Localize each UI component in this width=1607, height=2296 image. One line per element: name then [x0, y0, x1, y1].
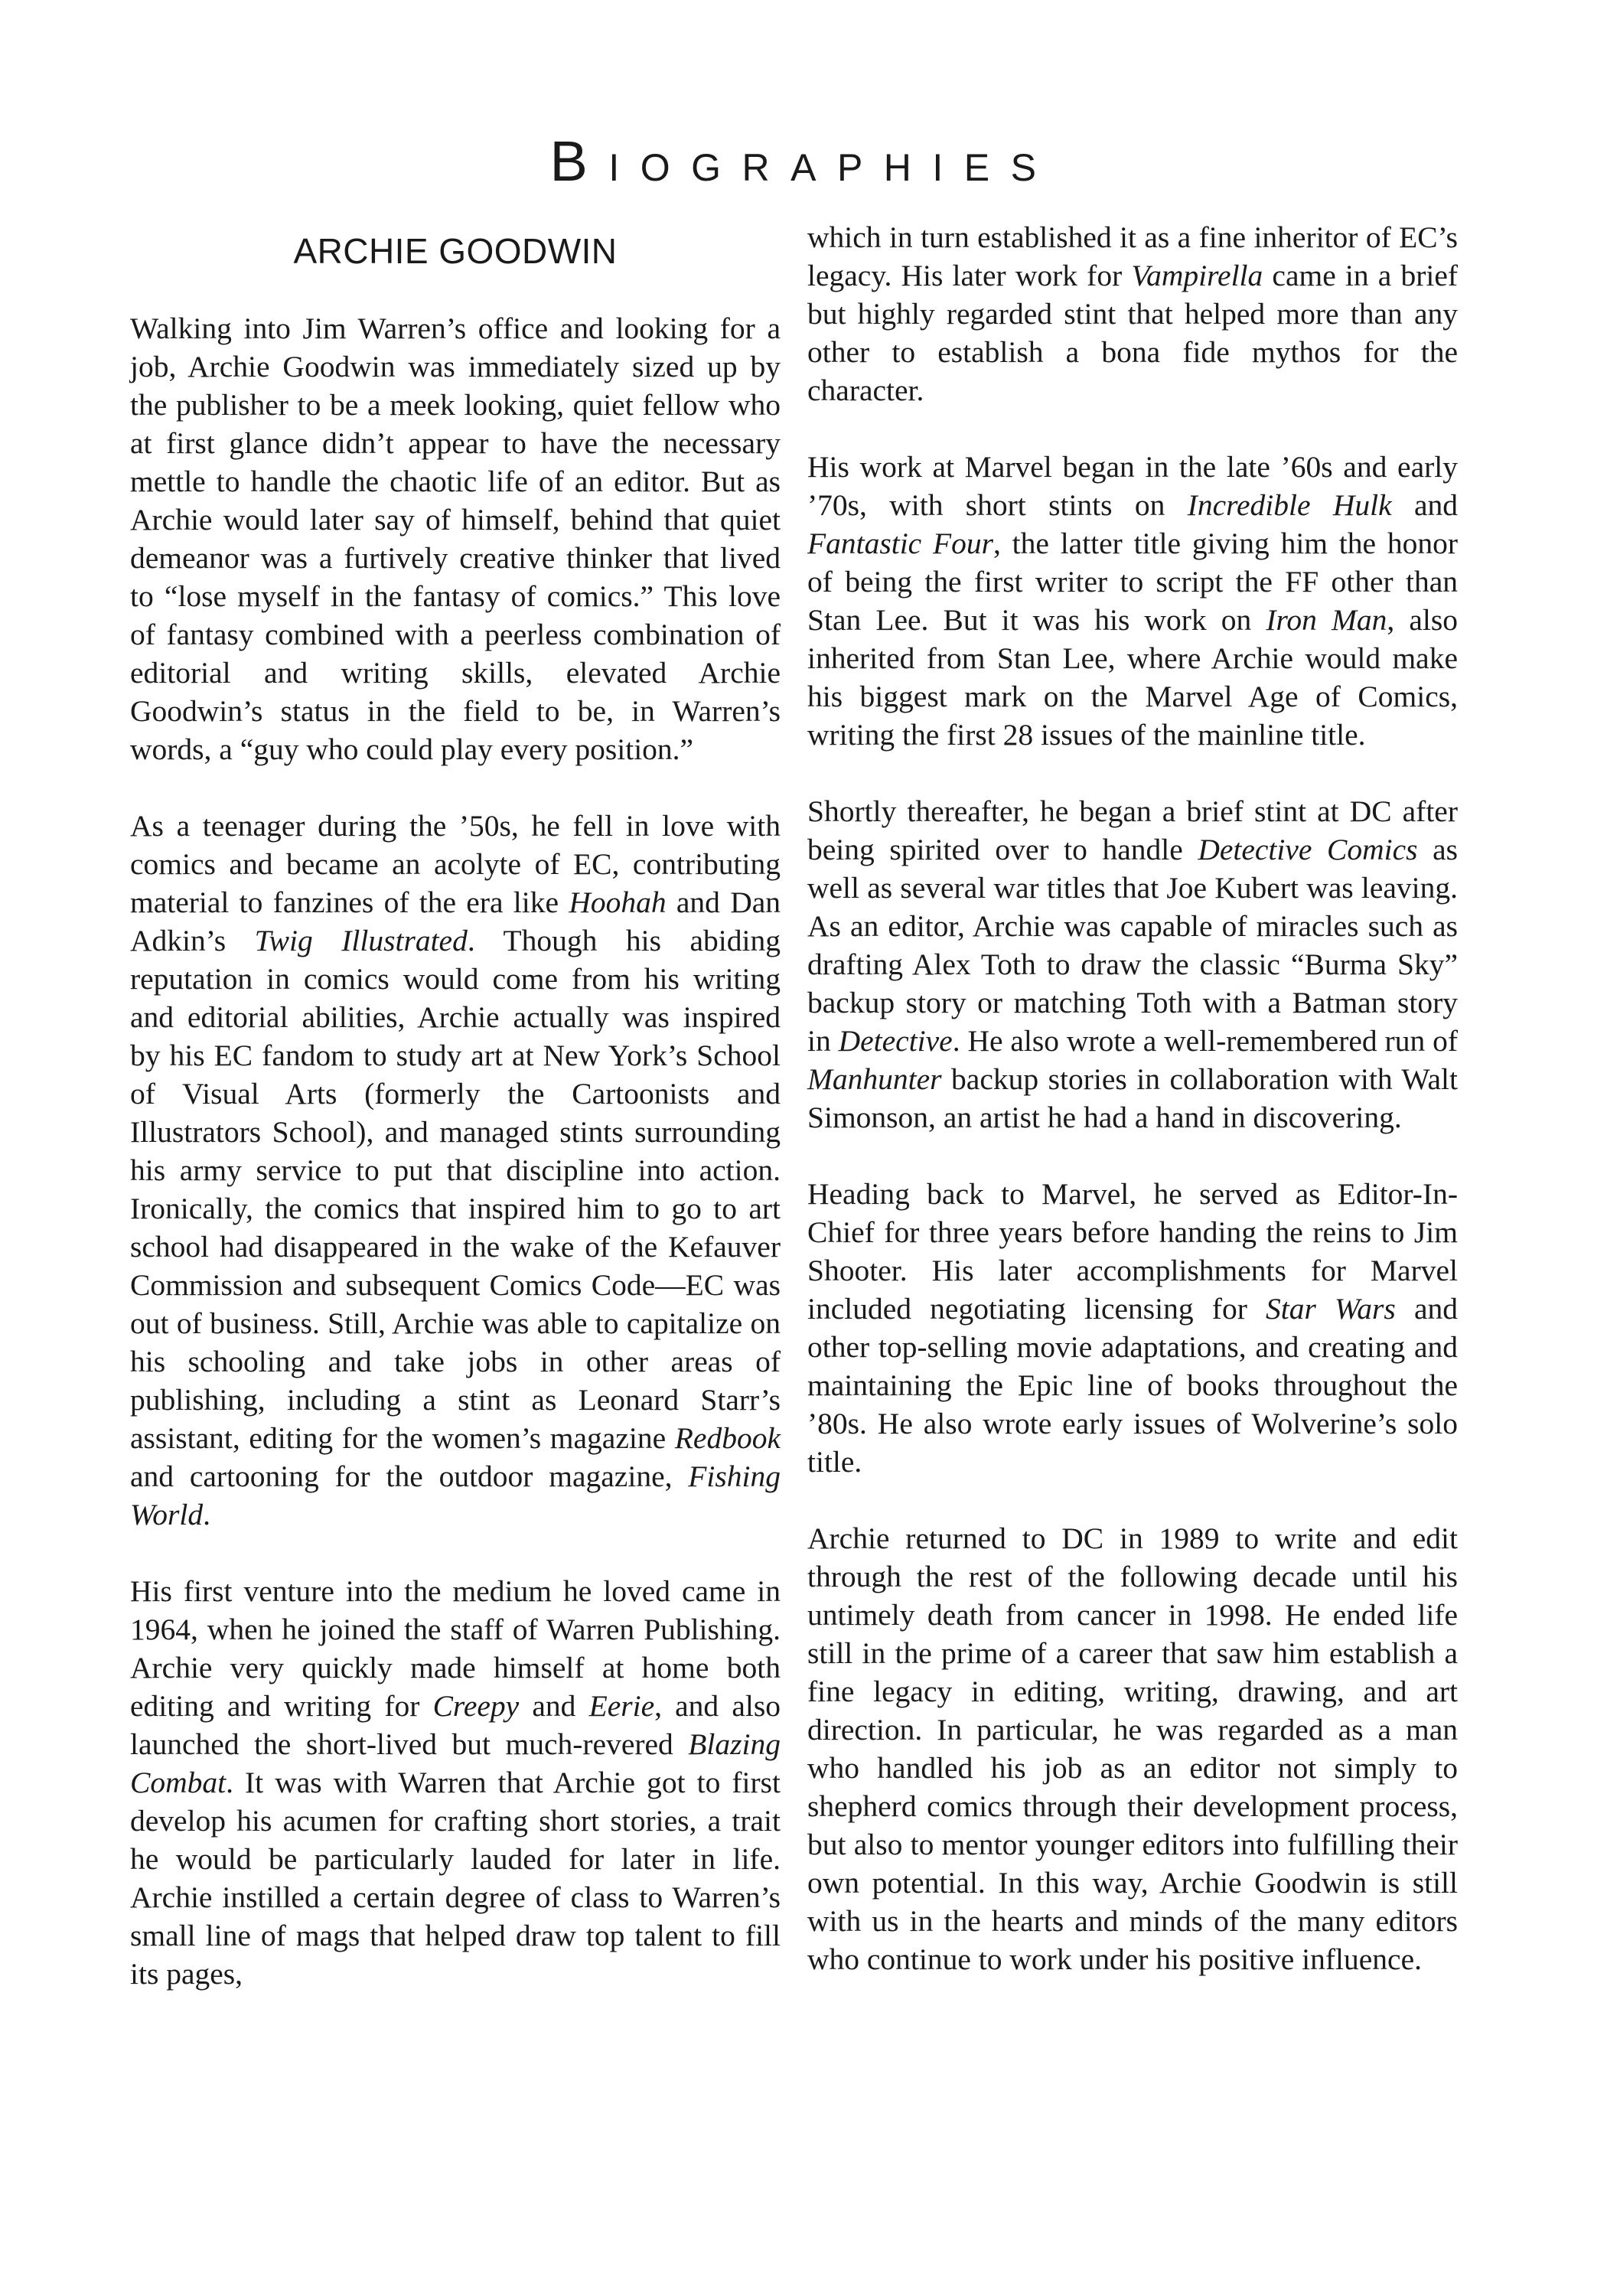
italic-title: Detective Comics [1198, 833, 1418, 866]
text-run: which in turn established it as a fine inheritor of EC’s legacy. His later work for [807, 220, 1458, 292]
body-paragraph [807, 448, 1458, 754]
italic-title: Star Wars [1266, 1292, 1396, 1326]
body-paragraph [807, 1519, 1458, 1978]
right-column-paragraphs [807, 218, 1458, 1978]
text-run: as well as several war titles that Joe Kubert was leaving. As an editor, Archie was capable of miracles such as drafting Alex Toth to draw the classic “Burma Sky” backup story or matching Toth with a Batman story in [807, 833, 1458, 1058]
text-run: backup stories in collaboration with Walt Simonson, an artist he had a hand in discovering. [807, 1062, 1458, 1134]
body-paragraph [807, 792, 1458, 1137]
text-run: . [203, 1498, 210, 1531]
text-run: Walking into Jim Warren’s office and looking for a job, Archie Goodwin was immediately sized up by the publisher to be a meek looking, quiet fellow who at first glance didn’t appear to have the necessary mettle to handle the chaotic life of an editor. But as Archie would later say of himself, behind that quiet demeanor was a furtively creative thinker that lived to “lose myself in the fantasy of comics.” This love of fantasy combined with a peerless combination of editorial and writing skills, elevated Archie Goodwin’s status in the field to be, in Warren’s words, a “guy who could play every position.” [130, 311, 781, 766]
page-title [0, 129, 1607, 193]
text-run: came in a brief but highly regarded stint that helped more than any other to establish a bona fide mythos for the character. [807, 259, 1459, 407]
text-run: . He also wrote a well-remembered run of [952, 1024, 1458, 1058]
body-paragraph [130, 309, 781, 768]
text-run: , the latter title giving him the honor of being the first writer to script the FF other than Stan Lee. But it was his work on [807, 527, 1458, 637]
italic-title: Creepy [432, 1689, 520, 1723]
text-run: Archie returned to DC in 1989 to write and edit through the rest of the following decade until his untimely death from cancer in 1998. He ended life still in the prime of a career that saw him establish a fine legacy in editing, writing, drawing, and art direction. In particular, he was regarded as a man who handled his job as an editor not simply to shepherd comics through their development process, but also to mentor younger editors into fulfilling their own potential. In this way, Archie Goodwin is still with us in the hearts and minds of the many editors who continue to work under his positive influence. [807, 1521, 1458, 1976]
italic-title: Incredible Hulk [1187, 488, 1392, 522]
italic-title: Redbook [674, 1421, 781, 1455]
italic-title: Fishing World [130, 1459, 781, 1531]
italic-title: Detective [838, 1024, 953, 1058]
italic-title: Manhunter [807, 1062, 942, 1096]
italic-title: Fantastic Four [807, 527, 993, 560]
italic-title: Vampirella [1131, 259, 1263, 292]
text-run: Heading back to Marvel, he served as Editor-In-Chief for three years before handing the reins to Jim Shooter. His later accomplishments for Marvel included negotiating licensing for [807, 1177, 1458, 1326]
page-title-rest: IOGRAPHIES [608, 145, 1058, 189]
text-run: His first venture into the medium he loved came in 1964, when he joined the staff of Warren Publishing. Archie very quickly made himself at home both editing and writing for [130, 1574, 781, 1723]
text-run: . Though his abiding reputation in comics would come from his writing and editorial abilities, Archie actually was inspired by his EC fandom to study art at New York’s School of Visual Arts (formerly the Cartoonists and Illustrators School), and managed stints surrounding his army service to put that discipline into action. Ironically, the comics that inspired him to go to art school had disappeared in the wake of the Kefauver Commission and subsequent Comics Code—EC was out of business. Still, Archie was able to capitalize on his schooling and take jobs in other areas of publishing, including a stint as Leonard Starr’s assistant, editing for the women’s magazine [130, 924, 781, 1455]
italic-title: Hoohah [569, 885, 667, 919]
text-run: As a teenager during the ’50s, he fell in love with comics and became an acolyte of EC, contributing material to fanzines of the era like [130, 809, 781, 919]
text-run: , also inherited from Stan Lee, where Archie would make his biggest mark on the Marvel Age of Comics, writing the first 28 issues of the mainline title. [807, 603, 1458, 752]
right-column [807, 218, 1458, 1978]
text-run: , and also launched the short-lived but much-revered [130, 1689, 781, 1761]
text-run: and [519, 1689, 589, 1723]
text-run: Shortly thereafter, he began a brief stint at DC after being spirited over to handle [807, 794, 1458, 866]
page-title-initial: B [549, 129, 609, 193]
text-run: and [1391, 488, 1458, 522]
section-heading: ARCHIE GOODWIN [293, 231, 618, 271]
body-paragraph [807, 218, 1458, 409]
left-column [130, 220, 781, 1993]
body-paragraph [130, 807, 781, 1534]
text-run: and other top-selling movie adaptations, and creating and maintaining the Epic line of books throughout the ’80s. He also wrote early issues of Wolverine’s solo title. [807, 1292, 1458, 1479]
text-run: and Dan Adkin’s [130, 885, 781, 957]
body-paragraph [807, 1175, 1458, 1481]
italic-title: Blazing Combat [130, 1727, 781, 1799]
italic-title: Eerie [588, 1689, 655, 1723]
text-run: and cartooning for the outdoor magazine, [130, 1459, 689, 1493]
text-run: His work at Marvel began in the late ’60s and early ’70s, with short stints on [807, 450, 1458, 522]
italic-title: Twig Illustrated [254, 924, 468, 957]
left-column-paragraphs [130, 309, 781, 1993]
italic-title: Iron Man [1266, 603, 1387, 637]
body-paragraph [130, 1572, 781, 1993]
text-run: . It was with Warren that Archie got to first develop his acumen for crafting short stories, a trait he would be particularly lauded for later in life. Archie instilled a certain degree of class to Warren’s small line of mags that helped draw top talent to fill its pages, [130, 1766, 781, 1991]
